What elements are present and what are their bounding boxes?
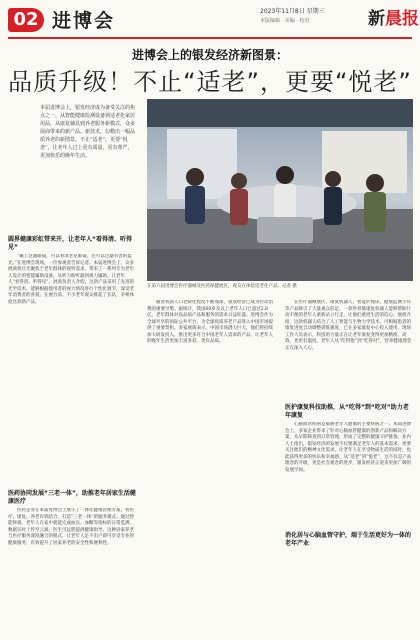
column-3b <box>285 422 413 528</box>
subhead-2: 医护康复科技助推，从“吃得”到“吃对”助力老年康复 <box>285 404 409 419</box>
issue-date: 2023年11月8日 星期三 <box>260 8 325 15</box>
article-lead: 本届进博会上，银发经济成为备受关注的焦点之一。从智能健康监测设备到适老化家居用品，从康复辅具到养老服务新模式，众多展商带来的新产品、新技术，勾勒出一幅品质养老的新图景。不止“适老”，更要“悦老”，让老年人过上更有质量、更有尊严、更加快乐的晚年生活。 <box>40 105 136 159</box>
newspaper-masthead-logo <box>368 4 419 32</box>
column-1b-text: 医药企业在本届进博会上展示了一体化健康管理方案，将医疗、康复、养老有机结合，打造“三老一体”的服务模式。通过智能终端，老年人在家中就能完成血压、血糖等指标的日常监测，数据实时上传至云端，医生可远程提供健康指导。这种居家养老与医疗服务深度融合的模式，让老年人足不出户即可享受专业的健康服务，有效提升了居家养老的安全性和便利性。 <box>8 508 135 546</box>
column-3 <box>285 300 413 400</box>
page-header <box>0 0 420 44</box>
masthead-part2: 晨报 <box>385 9 419 29</box>
masthead-part1: 新 <box>368 9 385 29</box>
editor-credits: 本版编辑 · 美编 · 校对 <box>260 18 310 24</box>
section-title: 进博会 <box>52 10 116 32</box>
expo-photo <box>147 99 413 281</box>
article-headline: 品质升级！不止“适老”，更要“悦老” <box>8 68 412 96</box>
column-2 <box>147 300 275 634</box>
photo-caption: 在第六届进博会医疗器械及医药保健展区，观众在体验适老化产品。记者 摄 <box>147 284 297 289</box>
column-1b <box>8 508 136 634</box>
subhead-1: 圆界健康彩虹带来开，让老年人“看得清、听得见” <box>8 236 132 251</box>
article-kicker: 进博会上的银发经济新图景： <box>131 48 288 62</box>
column-1-text: “戴上这副眼镜，可以看清老花眼镜，还可以过滤有害的蓝光。”在进博会现场，一位参观者告诉记者。本届进博会上，众多展商将目光聚焦于老年群体的视听需求，带来了一系列专为老年人设计的智能辅助设备，从听力助听器到视力辅助，让老年人“看得清、听得见”。展商负责人介绍，这款产品采用了先进的光学技术，能够根据使用者的视力情况进行个性化调节，深受老年消费者的喜爱。在展台前，不少老年观众排起了长队，争相体验这款新产品。 <box>8 254 135 305</box>
subhead-4: 消化居与心脑血管守护，端于生活更好为一体的老年产业 <box>285 532 412 547</box>
section-number-badge: 02 <box>8 8 44 32</box>
column-3-text: 在医疗器械展区，康复机器人、智能护理床、健康监测手环等产品吸引了大量观众驻足。一款外骨骼康复机器人能够帮助行动不便的老年人重新站立行走，让他们重拾生活的信心。展商介绍，这款机器人结合了人工智能与生物力学技术，可根据患者的康复进度自动调整训练强度，已在多家康复中心投入使用。现场工作人员表示，科技的力量正在让老年康复变得更加精准、高效，也更有温度。老年人从“吃得饱”到“吃得对”，营养健康理念正在深入人心。 <box>285 300 412 351</box>
header-divider <box>8 37 412 39</box>
column-2-text: 随着我国人口老龄化程度不断加深，银发经济已成为拉动消费的重要引擎。据统计，我国60岁及以上老年人口已超过2.8亿，老年群体对高品质产品和服务的需求日益旺盛。进博会作为全球共享的国际公共平台，为全球优质养老产品进入中国市场提供了重要契机。多家展商表示，中国市场潜力巨大，他们将持续加大研发投入，推出更多符合中国老年人需求的产品，让老年人的晚年生活更加丰富多彩、更有品质。 <box>147 300 273 344</box>
column-3b-text: 心脑血管疾病是威胁老年人健康的主要疾病之一。本届进博会上，多家企业带来了针对心脑血管健康的创新产品和解决方案，从早期筛查到日常管理，形成了完整的健康守护链条。业内人士指出，银发经济的发展不仅要满足老年人的基本需求，更要关注他们的精神文化需求，让老年人在享受物质生活的同时，也能获得更多的快乐和幸福感。从“适老”到“悦老”，这不仅是产品理念的升级，更是社会观念的进步，银发经济正迎来更加广阔的发展空间。 <box>285 422 412 473</box>
column-1 <box>8 254 136 486</box>
subhead-3: 医药协同发展“三老一体”，助推老年居家生活健康医疗 <box>8 490 136 505</box>
